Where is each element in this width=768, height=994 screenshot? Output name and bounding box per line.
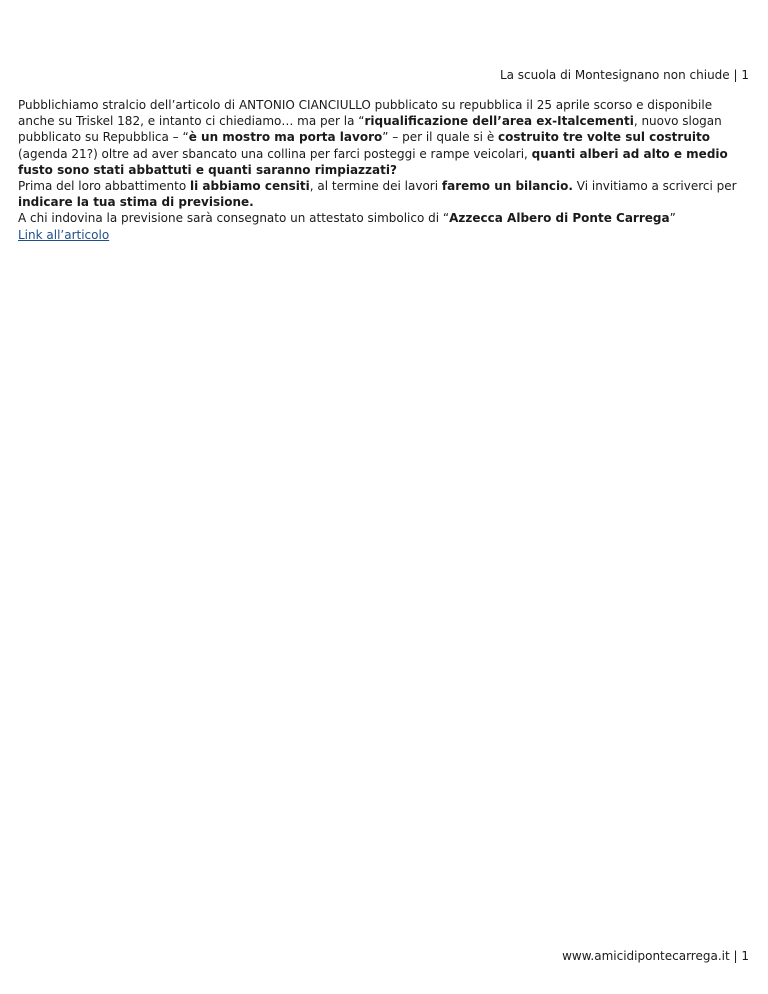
intro-bold-mostro: è un mostro ma porta lavoro [188,130,383,145]
intro-text-2: , nuovo slogan pubblicato su Repubblica – “ [18,114,722,145]
census-bold-bilancio: faremo un bilancio. [441,179,573,194]
article-link-paragraph [18,227,752,243]
article-paragraph-intro [18,97,752,178]
intro-bold-question: quanti alberi ad alto e medio fusto sono stati abbattuti e quanti saranno rimpiazzati? [18,146,728,177]
header-page-number: 1 [741,68,749,82]
footer-site: www.amicidipontecarrega.it [562,949,730,963]
intro-bold-riqualificazione: riqualificazione dell’area ex-Italcementi [364,114,634,129]
census-text-3: Vi invitiamo a scriverci per [572,179,737,194]
article-link[interactable]: Link all’articolo [18,227,110,242]
intro-text-3: ” – per il quale si è [382,130,499,145]
article-paragraph-prize [18,210,752,226]
header-separator: | [729,68,742,82]
page-header [500,67,749,83]
intro-text-1: Pubblichiamo stralcio dell’articolo di ANTONIO CIANCIULLO pubblicato su repubblica il 25 aprile scorso e disponibile anche su Triskel 182, e intanto ci chiediamo… ma per la “ [18,98,713,129]
prize-text-2: ” [669,211,676,226]
footer-page-number: 1 [741,949,749,963]
article-paragraph-census [18,178,752,210]
footer-separator: | [729,949,742,963]
prize-bold-azzecca: Azzecca Albero di Ponte Carrega [449,211,670,226]
intro-bold-costruito: costruito tre volte sul costruito [498,130,710,145]
header-title: La scuola di Montesignano non chiude [499,68,730,82]
intro-text-4: (agenda 21?) oltre ad aver sbancato una collina per farci posteggi e rampe veicolari, [18,146,532,161]
census-text-1: Prima del loro abbattimento [18,179,191,194]
prize-text-1: A chi indovina la previsione sarà consegnato un attestato simbolico di “ [18,211,450,226]
article-body [18,97,752,243]
census-bold-stima: indicare la tua stima di previsione. [18,195,254,210]
page-footer [562,948,749,964]
census-bold-censiti: li abbiamo censiti [190,179,310,194]
census-text-2: , al termine dei lavori [309,179,442,194]
